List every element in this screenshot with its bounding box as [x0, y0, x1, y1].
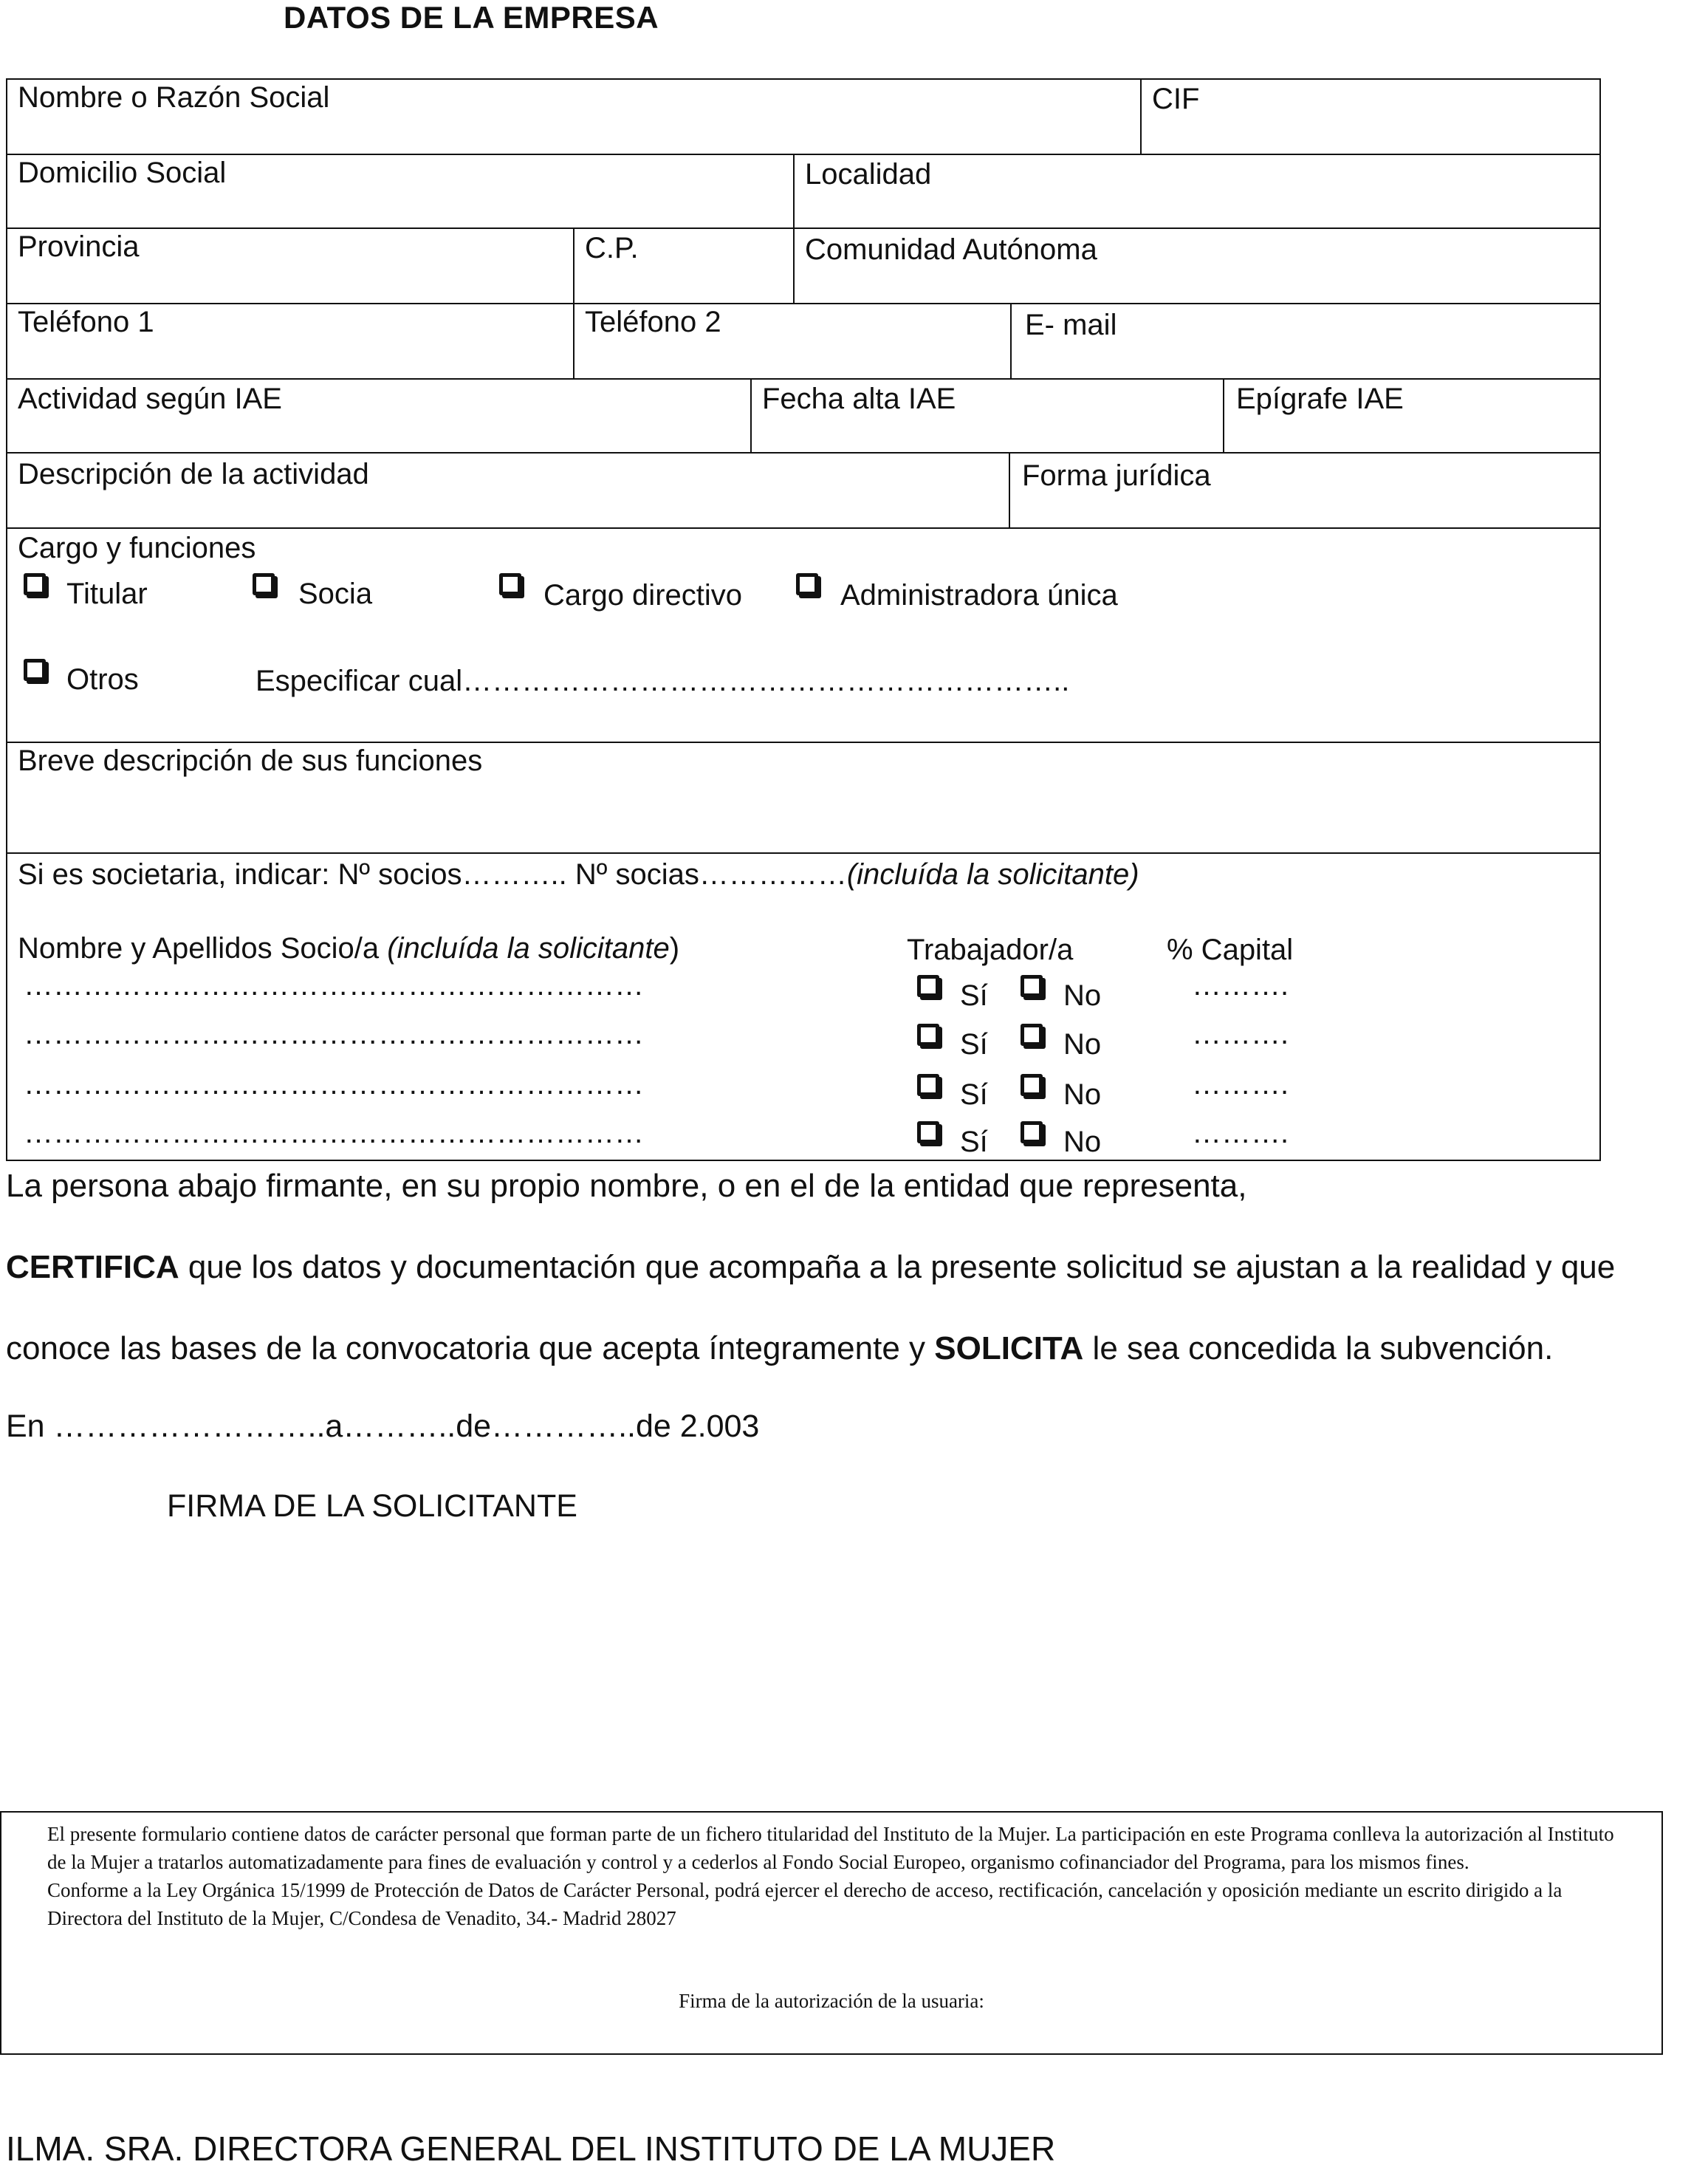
row-divider	[7, 303, 1599, 304]
field-cp: C.P.	[585, 232, 639, 264]
si-label: Sí	[960, 1078, 988, 1111]
otros-label: Otros	[66, 663, 139, 696]
si-checkbox[interactable]	[917, 1121, 939, 1143]
declaration-line-2	[6, 1251, 1615, 1284]
authorization-signature-label: Firma de la autorización de la usuaria:	[679, 1990, 984, 2012]
si-checkbox[interactable]	[917, 1074, 939, 1096]
row-divider	[7, 742, 1599, 743]
declaration-line-3	[6, 1332, 1553, 1365]
section-title: DATOS DE LA EMPRESA	[284, 0, 659, 35]
col-nombre-note: (incluída la solicitante	[387, 932, 670, 965]
col-divider	[750, 378, 752, 452]
si-checkbox[interactable]	[917, 1024, 939, 1046]
signature-title: FIRMA DE LA SOLICITANTE	[167, 1488, 577, 1524]
no-label: No	[1063, 979, 1102, 1012]
declaration-line-1: La persona abajo firmante, en su propio nombre, o en el de la entidad que representa,	[6, 1168, 1247, 1204]
row-divider	[7, 378, 1599, 380]
field-email: E- mail	[1025, 309, 1117, 341]
field-cif: CIF	[1152, 83, 1200, 115]
row-divider	[7, 852, 1599, 854]
field-domicilio: Domicilio Social	[18, 157, 227, 189]
col-divider	[1009, 452, 1010, 527]
col-nombre-header	[18, 934, 679, 963]
especificar-field[interactable]: Especificar cual……………………………………………………..	[255, 665, 1070, 697]
place-date-line[interactable]: En ……………………..a………..de…………..de 2.003	[6, 1409, 760, 1444]
field-epigrafe: Epígrafe IAE	[1236, 383, 1404, 415]
socia-checkbox[interactable]	[253, 573, 275, 595]
no-label: No	[1063, 1126, 1102, 1158]
partner-name-field[interactable]: ………………………………………………………	[24, 1018, 644, 1050]
row-divider	[7, 527, 1599, 529]
privacy-paragraph-1: El presente formulario contiene datos de carácter personal que forman parte de un fichero titularidad del Instituto de la Mujer. La participación en este Programa conlleva la autorización al Instituto de la Mujer a tratarlos automatizadamente para fines de evaluación y control y a cederlos al Fondo Social Europeo, organismo cofinanciador del Programa, para los mismos fines.	[47, 1823, 1614, 1873]
capital-field[interactable]: ……….	[1192, 1117, 1289, 1149]
col-capital-header: % Capital	[1167, 934, 1294, 966]
privacy-paragraph-2: Conforme a la Ley Orgánica 15/1999 de Protección de Datos de Carácter Personal, podrá ejercer el derecho de acceso, rectificación, cancelación y oposición mediante un escrito dirigido a la Directora del Instituto de la Mujer, C/Condesa de Venadito, 34.- Madrid 28027	[47, 1879, 1563, 1929]
socia-label: Socia	[298, 578, 373, 610]
partner-name-field[interactable]: ………………………………………………………	[24, 1117, 644, 1149]
field-descripcion: Descripción de la actividad	[18, 458, 369, 490]
no-checkbox[interactable]	[1021, 975, 1043, 997]
partner-name-field[interactable]: ………………………………………………………	[24, 969, 644, 1002]
capital-field[interactable]: ……….	[1192, 969, 1289, 1002]
row-divider	[7, 452, 1599, 454]
col-divider	[1010, 303, 1012, 378]
solicita-keyword: SOLICITA	[934, 1330, 1084, 1366]
administradora-checkbox[interactable]	[796, 573, 818, 595]
field-forma-juridica: Forma jurídica	[1022, 459, 1211, 492]
declaration-line-3a: conoce las bases de la convocatoria que acepta íntegramente y	[6, 1330, 935, 1366]
capital-field[interactable]: ……….	[1192, 1068, 1289, 1101]
col-divider	[1140, 80, 1142, 154]
field-fecha-alta: Fecha alta IAE	[762, 383, 956, 415]
si-label: Sí	[960, 1126, 988, 1158]
declaration-line-2-text: que los datos y documentación que acompaña a la presente solicitud se ajustan a la realidad y que	[179, 1249, 1616, 1285]
capital-field[interactable]: ……….	[1192, 1018, 1289, 1050]
field-localidad: Localidad	[805, 158, 932, 191]
no-label: No	[1063, 1028, 1102, 1061]
field-breve-descripcion: Breve descripción de sus funciones	[18, 745, 483, 777]
field-nombre: Nombre o Razón Social	[18, 81, 330, 114]
col-trabajador-header: Trabajador/a	[907, 934, 1074, 966]
col-nombre-close: )	[669, 932, 680, 965]
no-label: No	[1063, 1078, 1102, 1111]
partner-name-field[interactable]: ………………………………………………………	[24, 1068, 644, 1101]
field-comunidad: Comunidad Autónoma	[805, 233, 1097, 266]
societaria-note: (incluída la solicitante)	[846, 858, 1139, 891]
col-divider	[793, 154, 795, 303]
field-actividad: Actividad según IAE	[18, 383, 282, 415]
row-divider	[7, 154, 1599, 155]
titular-checkbox[interactable]	[24, 573, 46, 595]
col-divider	[1223, 378, 1224, 452]
field-telefono1: Teléfono 1	[18, 306, 154, 338]
col-nombre-text: Nombre y Apellidos Socio/a	[18, 932, 388, 965]
titular-label: Titular	[66, 578, 148, 610]
si-checkbox[interactable]	[917, 975, 939, 997]
declaration-line-3b: le sea concedida la subvención.	[1083, 1330, 1554, 1366]
si-label: Sí	[960, 979, 988, 1012]
societaria-line	[18, 860, 1139, 889]
cargo-directivo-checkbox[interactable]	[499, 573, 521, 595]
company-data-form	[6, 78, 1601, 1161]
field-provincia: Provincia	[18, 230, 140, 263]
privacy-notice	[0, 1811, 1663, 2055]
row-divider	[7, 227, 1599, 229]
addressee-footer: ILMA. SRA. DIRECTORA GENERAL DEL INSTITUTO DE LA MUJER	[6, 2129, 1056, 2168]
no-checkbox[interactable]	[1021, 1121, 1043, 1143]
certifica-keyword: CERTIFICA	[6, 1249, 179, 1285]
administradora-label: Administradora única	[840, 579, 1118, 612]
societaria-text: Si es societaria, indicar: Nº socios……….. Nº socias……………	[18, 858, 847, 891]
cargo-directivo-label: Cargo directivo	[543, 579, 743, 612]
otros-checkbox[interactable]	[24, 659, 46, 681]
field-telefono2: Teléfono 2	[585, 306, 721, 338]
si-label: Sí	[960, 1028, 988, 1061]
field-cargo: Cargo y funciones	[18, 532, 256, 564]
no-checkbox[interactable]	[1021, 1074, 1043, 1096]
col-divider	[573, 227, 575, 378]
no-checkbox[interactable]	[1021, 1024, 1043, 1046]
